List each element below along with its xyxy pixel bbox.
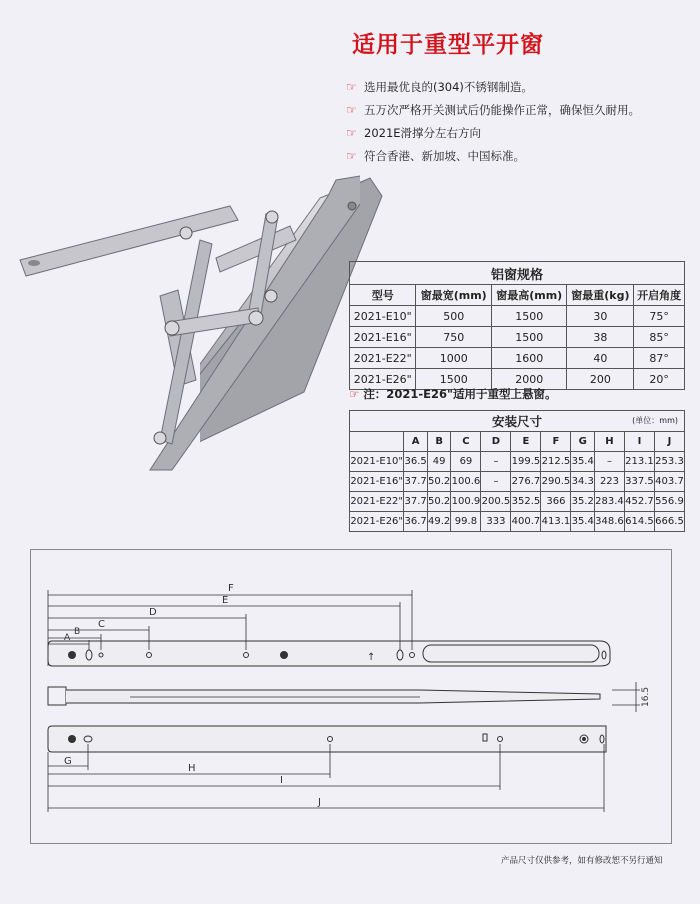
pointing-hand-icon: ☞ [346,80,357,94]
pointing-hand-icon: ☞ [346,149,357,163]
spec-header: 型号 [350,285,416,306]
table-cell: 403.7 [654,472,684,492]
install-header: J [654,432,684,452]
install-header: D [481,432,511,452]
spec-header: 窗最高(mm) [491,285,567,306]
dim-label-D: D [149,607,157,618]
table-cell: 556.9 [654,492,684,512]
dim-label-A: A [64,633,71,643]
table-cell: 30 [567,306,634,327]
table-cell: 2021-E10" [350,452,404,472]
table-cell: 35.2 [571,492,595,512]
table-cell: 2021-E22" [350,492,404,512]
table-cell: 400.7 [511,512,541,532]
table-cell: 1500 [491,327,567,348]
dim-label-J: J [318,797,321,808]
install-header: I [624,432,654,452]
dim-label-E: E [222,595,229,606]
install-header: H [594,432,624,452]
footer-disclaimer: 产品尺寸仅供参考，如有修改恕不另行通知 [501,856,663,866]
table-cell: 50.2 [427,492,451,512]
spec-header: 窗最宽(mm) [416,285,492,306]
table-cell: 2021-E16" [350,472,404,492]
table-cell: 1600 [491,348,567,369]
table-cell: 348.6 [594,512,624,532]
table-cell: 85° [634,327,685,348]
table-cell: 614.5 [624,512,654,532]
dim-label-G: G [64,756,72,767]
table-cell: 333 [481,512,511,532]
table-cell: 283.4 [594,492,624,512]
table-cell: 2000 [491,369,567,390]
table-cell: 36.7 [404,512,428,532]
table-cell: 2021-E10" [350,306,416,327]
table-cell: 37.7 [404,492,428,512]
table-cell: 50.2 [427,472,451,492]
pointing-hand-icon: ☞ [349,387,360,401]
feature-text: 符合香港、新加坡、中国标准。 [364,149,525,163]
table-cell: 99.8 [451,512,481,532]
table-cell: – [481,472,511,492]
table-cell: 37.7 [404,472,428,492]
install-header: C [451,432,481,452]
table-cell: 35.4 [571,452,595,472]
arm-side-view [48,682,651,712]
table-cell: 290.5 [541,472,571,492]
install-header: B [427,432,451,452]
table-cell: 100.9 [451,492,481,512]
dimension-lines-bottom [48,744,604,812]
install-header: A [404,432,428,452]
table-cell: 200 [567,369,634,390]
table-cell: 1500 [416,369,492,390]
arm-plan-view [48,641,610,666]
pointing-hand-icon: ☞ [346,103,357,117]
feature-text: 选用最优良的(304)不锈钢制造。 [364,80,533,94]
table-cell: 2021-E22" [350,348,416,369]
table-cell: 69 [451,452,481,472]
table-cell: 2021-E26" [350,512,404,532]
table-cell: 40 [567,348,634,369]
table-cell: 49.2 [427,512,451,532]
table-cell: 212.5 [541,452,571,472]
feature-text: 五万次严格开关测试后仍能操作正常，确保恒久耐用。 [364,103,640,117]
table-cell: 100.6 [451,472,481,492]
channel-plan-view [48,726,606,752]
dim-label-I: I [280,775,283,786]
dim-label-C: C [98,619,105,630]
spec-table-caption: 铝窗规格 [350,262,685,285]
install-header: E [511,432,541,452]
table-cell: 1000 [416,348,492,369]
table-cell: 1500 [491,306,567,327]
table-cell: 200.5 [481,492,511,512]
spec-header: 开启角度 [634,285,685,306]
table-cell: – [481,452,511,472]
table-cell: 337.5 [624,472,654,492]
table-cell: 750 [416,327,492,348]
install-header: G [571,432,595,452]
table-cell: 276.7 [511,472,541,492]
table-cell: 35.4 [571,512,595,532]
table-cell: 75° [634,306,685,327]
dim-label-F: F [228,583,234,594]
spec-header: 窗最重(kg) [567,285,634,306]
table-cell: 223 [594,472,624,492]
table-cell: 199.5 [511,452,541,472]
table-cell: 49 [427,452,451,472]
table-cell: 38 [567,327,634,348]
install-header: F [541,432,571,452]
page-title: 适用于重型平开窗 [352,32,544,58]
table-cell: 352.5 [511,492,541,512]
table-cell: 666.5 [654,512,684,532]
install-table-caption: 安装尺寸 [491,414,542,429]
table-cell: 34.3 [571,472,595,492]
feature-text: 2021E滑撑分左右方向 [364,126,482,140]
table-cell: 413.1 [541,512,571,532]
dim-label-H: H [188,763,196,774]
unit-label: (单位：mm) [632,416,678,425]
thickness-label: 16.5 [641,686,651,707]
dim-label-B: B [74,627,81,637]
table-cell: 87° [634,348,685,369]
note-text: 注：2021-E26"适用于重型上悬窗。 [363,387,557,401]
table-cell: 20° [634,369,685,390]
table-cell: 253.3 [654,452,684,472]
table-cell: 452.7 [624,492,654,512]
table-cell: 500 [416,306,492,327]
table-cell: – [594,452,624,472]
pointing-hand-icon: ☞ [346,126,357,140]
table-cell: 2021-E16" [350,327,416,348]
table-cell: 2021-E26" [350,369,416,390]
svg-text:↑: ↑ [367,652,376,663]
table-cell: 36.5 [404,452,428,472]
table-cell: 213.1 [624,452,654,472]
table-cell: 366 [541,492,571,512]
